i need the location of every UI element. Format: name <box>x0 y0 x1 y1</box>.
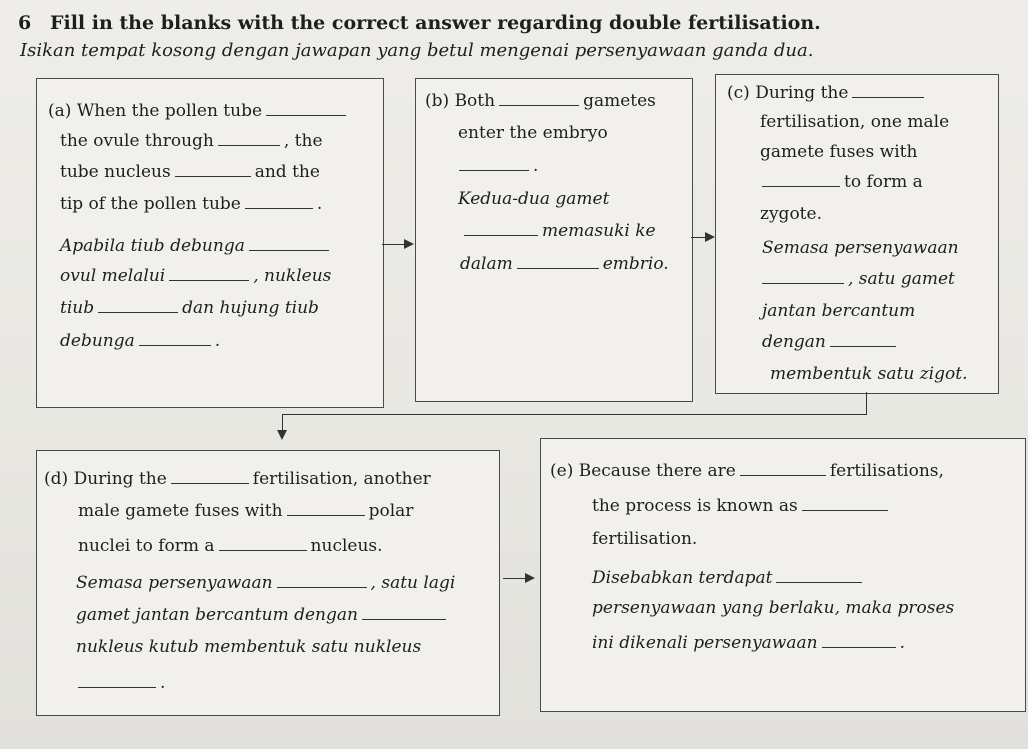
blank-a6[interactable] <box>169 266 249 281</box>
worksheet-page: 6 Fill in the blanks with the correct answer regarding double fertilisation. Isikan tempat kosong dengan jawapan yang betul mengenai persenyawaan ganda dua. (a) When the pollen tube the ovule through , the tube nucleus and the tip of the pollen tube . Apabila tiub debunga ovul melalui , nukleus tiub dan hujung tiub debunga . (b) Both gametes enter the embryo . Kedua-dua gamet memasuki ke dalam embrio. (c) During the fertilisation, one male gamete fuses with to form a zygote. Semasa persenyawaan , satu gamet jantan bercantum dengan membentuk satu zigot. (d) During the fertilisation, another male gamete fuses with polar nuclei to form a nucleus. Semasa persenyawaan , satu lagi gamet jantan bercantum dengan nukleus kutub membentuk satu nukleus . (e) Because there are fertilisations, the process is known as fertilisation. Disebabkan terdapat persenyawaan yang berlaku, maka proses ini dikenali persenyawaan . <box>0 0 1028 749</box>
blank-e1[interactable] <box>740 461 826 476</box>
blank-a3[interactable] <box>175 162 251 177</box>
blank-e2[interactable] <box>802 496 888 511</box>
blank-a2[interactable] <box>218 131 280 146</box>
box-c-label: (c) <box>727 83 750 103</box>
box-a-label: (a) <box>48 101 72 121</box>
arrow-d-to-e <box>503 578 533 579</box>
connector-horizontal <box>282 414 867 415</box>
blank-b2[interactable] <box>459 156 529 171</box>
blank-b1[interactable] <box>499 91 579 106</box>
blank-e3[interactable] <box>776 568 862 583</box>
arrow-b-to-c <box>691 237 713 238</box>
question-title: Fill in the blanks with the correct answer regarding double fertilisation. <box>50 12 821 34</box>
blank-a1[interactable] <box>266 101 346 116</box>
arrow-a-to-b <box>382 244 412 245</box>
blank-a4[interactable] <box>245 194 313 209</box>
blank-a5[interactable] <box>249 236 329 251</box>
box-e-label: (e) <box>550 461 574 481</box>
blank-d5[interactable] <box>362 605 446 620</box>
blank-d1[interactable] <box>171 469 249 484</box>
connector-c-down <box>866 392 867 414</box>
blank-c2[interactable] <box>762 172 840 187</box>
question-number: 6 <box>18 12 32 34</box>
blank-d4[interactable] <box>277 573 367 588</box>
blank-d6[interactable] <box>78 673 156 688</box>
blank-a8[interactable] <box>139 331 211 346</box>
blank-a7[interactable] <box>98 298 178 313</box>
box-d-label: (d) <box>44 469 69 489</box>
blank-b3[interactable] <box>464 221 538 236</box>
blank-d3[interactable] <box>219 536 307 551</box>
blank-c3[interactable] <box>762 269 844 284</box>
blank-c1[interactable] <box>852 83 924 98</box>
box-b-label: (b) <box>425 91 450 111</box>
blank-e4[interactable] <box>822 633 896 648</box>
question-subtitle: Isikan tempat kosong dengan jawapan yang betul mengenai persenyawaan ganda dua. <box>20 40 814 61</box>
blank-c4[interactable] <box>830 332 896 347</box>
blank-b4[interactable] <box>517 254 599 269</box>
arrow-to-d <box>277 430 287 440</box>
blank-d2[interactable] <box>287 501 365 516</box>
